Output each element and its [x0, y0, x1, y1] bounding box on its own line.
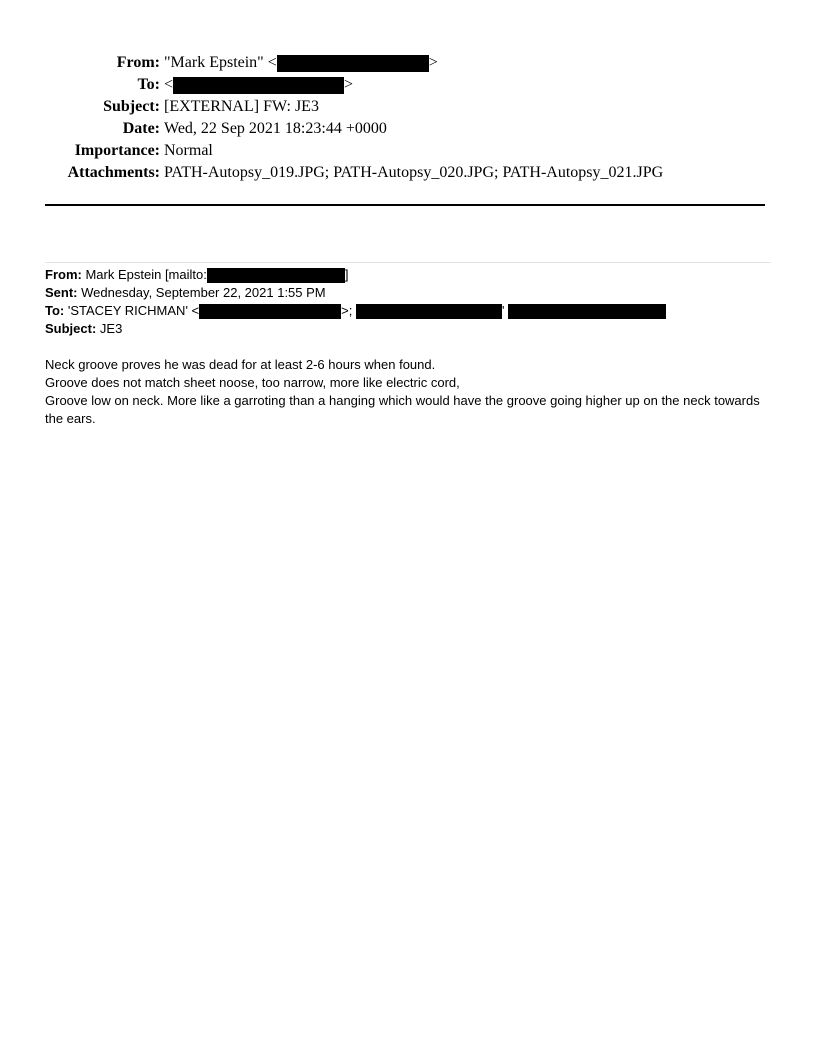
- header-from-row: [0, 52, 816, 74]
- header-divider: [45, 204, 765, 206]
- header-to-close: >: [344, 76, 354, 93]
- forwarded-to-separator: >;: [341, 303, 353, 318]
- redaction-box: [199, 304, 341, 319]
- redaction-box: [356, 303, 505, 319]
- redaction-box: [207, 268, 345, 283]
- forwarded-to-row: [45, 302, 775, 320]
- header-from-value: [164, 52, 438, 74]
- header-to-row: [0, 74, 816, 96]
- header-from-close: >: [428, 54, 438, 71]
- header-attachments-row: [0, 162, 816, 184]
- header-attachments-label: Attachments:: [67, 164, 160, 181]
- header-attachments-value: PATH-Autopsy_019.JPG; PATH-Autopsy_020.JPG; PATH-Autopsy_021.JPG: [164, 164, 664, 181]
- body-line: Groove low on neck. More like a garroting than a hanging which would have the groove going higher up on the neck towards the ears.: [45, 393, 760, 426]
- body-line: Neck groove proves he was dead for at least 2-6 hours when found.: [45, 357, 436, 372]
- header-subject-row: [0, 96, 816, 118]
- email-header: [0, 52, 816, 184]
- forwarded-from-close: ]: [344, 267, 349, 282]
- forwarded-from-label: From:: [45, 267, 82, 282]
- forwarded-sent-row: [45, 284, 775, 302]
- forwarded-to-label: To:: [45, 303, 65, 318]
- header-to-label: To:: [137, 76, 160, 93]
- header-date-label: Date:: [122, 120, 160, 137]
- header-importance-value: Normal: [164, 142, 213, 159]
- redaction-box: [508, 304, 666, 319]
- header-subject-value: [EXTERNAL] FW: JE3: [164, 98, 319, 115]
- header-to-value: [164, 74, 353, 96]
- forwarded-subject-value: JE3: [99, 321, 123, 336]
- header-importance-row: [0, 140, 816, 162]
- header-importance-label: Importance:: [74, 142, 160, 159]
- redaction-box: [173, 77, 344, 94]
- header-to-open: <: [164, 76, 174, 93]
- forwarded-sent-label: Sent:: [45, 285, 78, 300]
- forwarded-subject-row: [45, 320, 775, 338]
- header-date-value: Wed, 22 Sep 2021 18:23:44 +0000: [164, 120, 387, 137]
- forwarded-subject-label: Subject:: [45, 321, 97, 336]
- email-body: [45, 356, 765, 428]
- forward-divider: [45, 262, 771, 263]
- forwarded-from-row: [45, 266, 775, 284]
- header-date-row: [0, 118, 816, 140]
- forwarded-to-quote: ': [501, 303, 505, 318]
- header-from-name: "Mark Epstein" <: [164, 54, 277, 71]
- redaction-box: [277, 55, 429, 72]
- header-subject-label: Subject:: [103, 98, 160, 115]
- forwarded-to-name: 'STACEY RICHMAN' <: [67, 303, 200, 318]
- forwarded-from-value: Mark Epstein [mailto:: [85, 267, 207, 282]
- forwarded-header: [45, 266, 775, 338]
- forwarded-sent-value: Wednesday, September 22, 2021 1:55 PM: [81, 285, 326, 300]
- body-line: Groove does not match sheet noose, too narrow, more like electric cord,: [45, 375, 460, 390]
- header-from-label: From:: [116, 54, 160, 71]
